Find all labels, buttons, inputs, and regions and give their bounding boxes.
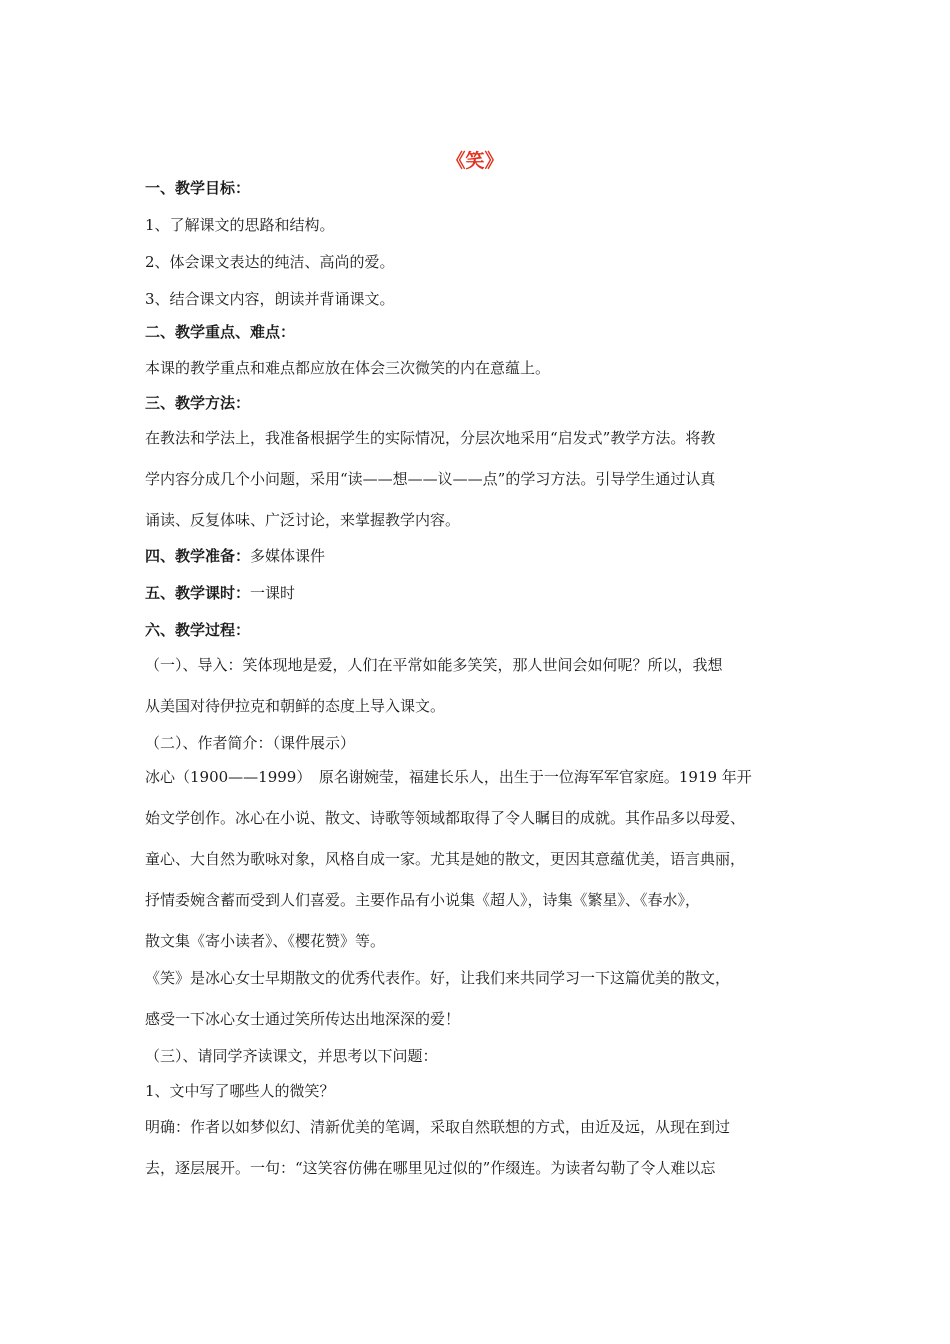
line-text: 1、文中写了哪些人的微笑？ [145,1082,335,1100]
body-line [145,1046,438,1066]
body-line [145,808,745,828]
body-line [145,968,730,988]
line-text: 1、了解课文的思路和结构。 [145,216,335,234]
body-line [145,733,355,753]
line-text: 3、结合课文内容，朗读并背诵课文。 [145,290,395,308]
section-heading-line [145,178,250,198]
body-line [145,252,395,272]
line-text: 感受一下冰心女士通过笑所传达出地深深的爱！ [145,1010,461,1028]
line-text: 在教法和学法上，我准备根据学生的实际情况，分层次地采用“启发式”教学方法。将教 [145,429,716,447]
line-text: 2、体会课文表达的纯洁、高尚的爱。 [145,253,395,271]
body-line [145,931,385,951]
line-text: 始文学创作。冰心在小说、散文、诗歌等领域都取得了令人瞩目的成就。其作品多以母爱、 [145,809,746,827]
line-text: 多媒体课件 [250,547,326,565]
body-line [145,890,700,910]
line-text: 去，逐层展开。一句：“这笑容仿佛在哪里见过似的”作缀连。为读者勾勒了令人难以忘 [145,1159,716,1177]
line-text: 诵读、反复体味、广泛讨论，来掌握教学内容。 [145,511,461,529]
line-text: 从美国对待伊拉克和朝鲜的态度上导入课文。 [145,697,446,715]
line-text: 《笑》是冰心女士早期散文的优秀代表作。好，让我们来共同学习一下这篇优美的散文， [145,969,731,987]
line-text: 抒情委婉含蓄而受到人们喜爱。主要作品有小说集《超人》，诗集《繁星》、《春水》， [145,891,701,909]
body-line [145,655,723,675]
line-text: 一课时 [250,584,296,602]
body-line [145,510,460,530]
body-line [145,849,745,869]
section-heading: 四、教学准备： [145,547,251,565]
line-text: 学内容分成几个小问题，采用“读——想——议——点”的学习方法。引导学生通过认真 [145,470,716,488]
section-heading-line [145,393,250,413]
line-text: 明确：作者以如梦似幻、清新优美的笔调，采取自然联想的方式，由近及远，从现在到过 [145,1118,731,1136]
line-text: 冰心（1900——1999） 原名谢婉莹，福建长乐人，出生于一位海军军官家庭。1919 年开 [145,768,752,786]
line-text: 散文集《寄小读者》、《樱花赞》等。 [145,932,386,950]
section-heading: 二、教学重点、难点： [145,323,296,341]
body-line [145,1117,730,1137]
body-line [145,1081,335,1101]
section-heading-line [145,546,325,566]
section-heading: 六、教学过程： [145,621,251,639]
body-line [145,428,715,448]
section-heading-line [145,620,250,640]
body-line [145,289,395,309]
body-line [145,215,335,235]
body-line [145,1158,715,1178]
line-text: （一）、导入：笑体现地是爱，人们在平常如能多笑笑，那人世间会如何呢？所以，我想 [145,656,723,674]
body-line [145,469,715,489]
body-line [145,358,550,378]
section-heading: 一、教学目标： [145,179,251,197]
document-title: 《笑》 [446,150,504,172]
section-heading-line [145,322,295,342]
line-text: （三）、请同学齐读课文，并思考以下问题： [145,1047,438,1065]
body-line [145,696,445,716]
line-text: 本课的教学重点和难点都应放在体会三次微笑的内在意蕴上。 [145,359,551,377]
section-heading: 五、教学课时： [145,584,251,602]
line-text: 童心、大自然为歌咏对象，风格自成一家。尤其是她的散文，更因其意蕴优美，语言典丽， [145,850,746,868]
line-text: （二）、作者简介：（课件展示） [145,734,356,752]
body-line [145,767,752,787]
section-heading-line [145,583,295,603]
section-heading: 三、教学方法： [145,394,251,412]
body-line [145,1009,460,1029]
